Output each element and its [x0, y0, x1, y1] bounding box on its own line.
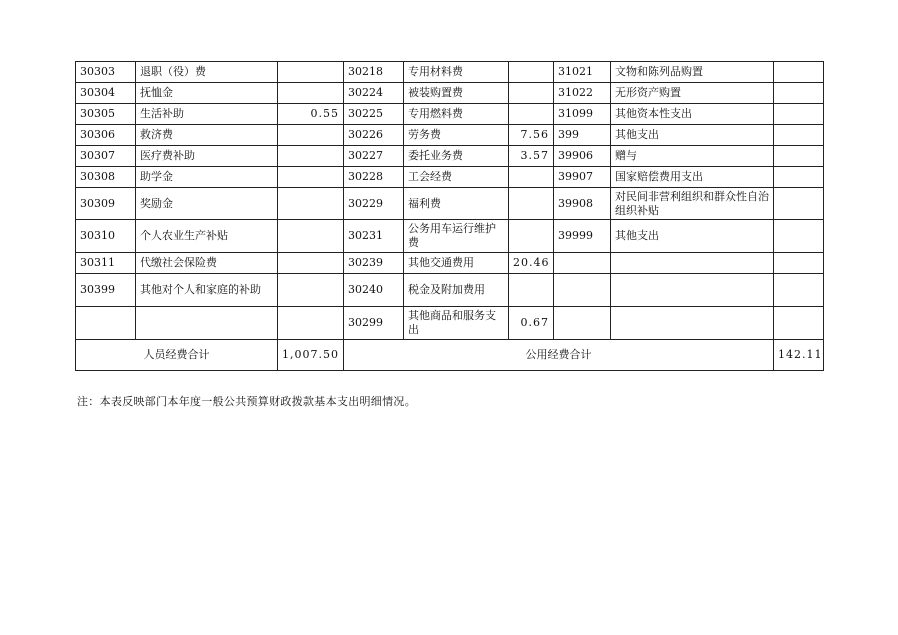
- expenditure-detail-table: [75, 61, 824, 371]
- account-amount: [774, 167, 824, 188]
- account-code: 30224: [344, 83, 404, 104]
- account-name: 其他对个人和家庭的补助: [136, 274, 278, 307]
- account-name: 国家赔偿费用支出: [611, 167, 774, 188]
- public-total-label: 公用经费合计: [344, 340, 774, 371]
- account-amount: [774, 274, 824, 307]
- account-amount: [774, 253, 824, 274]
- account-code: [554, 307, 611, 340]
- account-name: 救济费: [136, 125, 278, 146]
- account-code: 30240: [344, 274, 404, 307]
- account-amount: [509, 83, 554, 104]
- account-amount: [774, 104, 824, 125]
- account-code: 30399: [76, 274, 136, 307]
- account-name: 奖励金: [136, 188, 278, 220]
- account-name: 工会经费: [404, 167, 509, 188]
- account-amount: 20.46: [509, 253, 554, 274]
- account-name: 助学金: [136, 167, 278, 188]
- account-name: [611, 253, 774, 274]
- account-code: 30309: [76, 188, 136, 220]
- account-code: 30227: [344, 146, 404, 167]
- account-amount: 0.67: [509, 307, 554, 340]
- account-amount: [509, 188, 554, 220]
- account-amount: [774, 83, 824, 104]
- account-name: 文物和陈列品购置: [611, 62, 774, 83]
- account-amount: 7.56: [509, 125, 554, 146]
- account-name: 抚恤金: [136, 83, 278, 104]
- account-name: 其他商品和服务支出: [404, 307, 509, 340]
- account-amount: [774, 188, 824, 220]
- table-row: [76, 307, 824, 340]
- table-row: [76, 125, 824, 146]
- account-name: 医疗费补助: [136, 146, 278, 167]
- account-amount: [278, 188, 344, 220]
- account-name: 生活补助: [136, 104, 278, 125]
- table-row: [76, 188, 824, 220]
- account-code: 30226: [344, 125, 404, 146]
- personnel-total-amount: 1,007.50: [278, 340, 344, 371]
- account-amount: [278, 167, 344, 188]
- account-amount: [774, 220, 824, 253]
- account-amount: [509, 104, 554, 125]
- account-code: 39908: [554, 188, 611, 220]
- account-amount: [278, 125, 344, 146]
- account-name: 其他交通费用: [404, 253, 509, 274]
- account-amount: 0.55: [278, 104, 344, 125]
- account-name: [136, 307, 278, 340]
- account-code: 30239: [344, 253, 404, 274]
- account-name: 税金及附加费用: [404, 274, 509, 307]
- account-code: 39906: [554, 146, 611, 167]
- account-amount: [278, 253, 344, 274]
- account-name: 无形资产购置: [611, 83, 774, 104]
- account-code: 30307: [76, 146, 136, 167]
- table-row: [76, 220, 824, 253]
- table-row: [76, 167, 824, 188]
- table-row: [76, 62, 824, 83]
- personnel-total-label: 人员经费合计: [76, 340, 278, 371]
- table-row: [76, 104, 824, 125]
- account-name: 退职（役）费: [136, 62, 278, 83]
- account-name: 委托业务费: [404, 146, 509, 167]
- account-code: 30218: [344, 62, 404, 83]
- account-code: 30304: [76, 83, 136, 104]
- account-amount: [278, 83, 344, 104]
- account-code: 30231: [344, 220, 404, 253]
- account-code: 30306: [76, 125, 136, 146]
- account-name: 被装购置费: [404, 83, 509, 104]
- account-amount: [278, 274, 344, 307]
- account-name: 其他资本性支出: [611, 104, 774, 125]
- account-amount: [509, 62, 554, 83]
- account-name: 其他支出: [611, 125, 774, 146]
- account-name: [611, 307, 774, 340]
- table-row: [76, 146, 824, 167]
- account-amount: [509, 167, 554, 188]
- public-total-amount: 142.11: [774, 340, 824, 371]
- account-amount: [774, 307, 824, 340]
- account-code: [554, 274, 611, 307]
- account-amount: [278, 146, 344, 167]
- account-name: 其他支出: [611, 220, 774, 253]
- account-name: 福利费: [404, 188, 509, 220]
- table-row: [76, 83, 824, 104]
- account-name: 个人农业生产补贴: [136, 220, 278, 253]
- account-amount: [774, 62, 824, 83]
- account-name: [611, 274, 774, 307]
- account-code: 30225: [344, 104, 404, 125]
- account-code: 30299: [344, 307, 404, 340]
- account-code: [76, 307, 136, 340]
- account-code: 30228: [344, 167, 404, 188]
- account-amount: [774, 125, 824, 146]
- account-amount: [278, 307, 344, 340]
- account-code: 399: [554, 125, 611, 146]
- table-footnote: 注：本表反映部门本年度一般公共预算财政拨款基本支出明细情况。: [77, 395, 416, 408]
- table-row: [76, 274, 824, 307]
- account-code: 31099: [554, 104, 611, 125]
- account-name: 专用材料费: [404, 62, 509, 83]
- account-name: 代缴社会保险费: [136, 253, 278, 274]
- account-code: 30303: [76, 62, 136, 83]
- account-amount: [774, 146, 824, 167]
- account-code: 31021: [554, 62, 611, 83]
- table-row: [76, 253, 824, 274]
- account-code: 30308: [76, 167, 136, 188]
- account-amount: [278, 62, 344, 83]
- account-name: 公务用车运行维护费: [404, 220, 509, 253]
- account-code: 30305: [76, 104, 136, 125]
- account-amount: 3.57: [509, 146, 554, 167]
- account-code: 31022: [554, 83, 611, 104]
- account-code: 30310: [76, 220, 136, 253]
- totals-row: [76, 340, 824, 371]
- account-amount: [278, 220, 344, 253]
- account-code: 30229: [344, 188, 404, 220]
- account-amount: [509, 274, 554, 307]
- account-name: 对民间非营利组织和群众性自治组织补贴: [611, 188, 774, 220]
- account-code: 39907: [554, 167, 611, 188]
- account-name: 劳务费: [404, 125, 509, 146]
- account-name: 专用燃料费: [404, 104, 509, 125]
- account-amount: [509, 220, 554, 253]
- account-code: 30311: [76, 253, 136, 274]
- account-name: 赠与: [611, 146, 774, 167]
- account-code: 39999: [554, 220, 611, 253]
- account-code: [554, 253, 611, 274]
